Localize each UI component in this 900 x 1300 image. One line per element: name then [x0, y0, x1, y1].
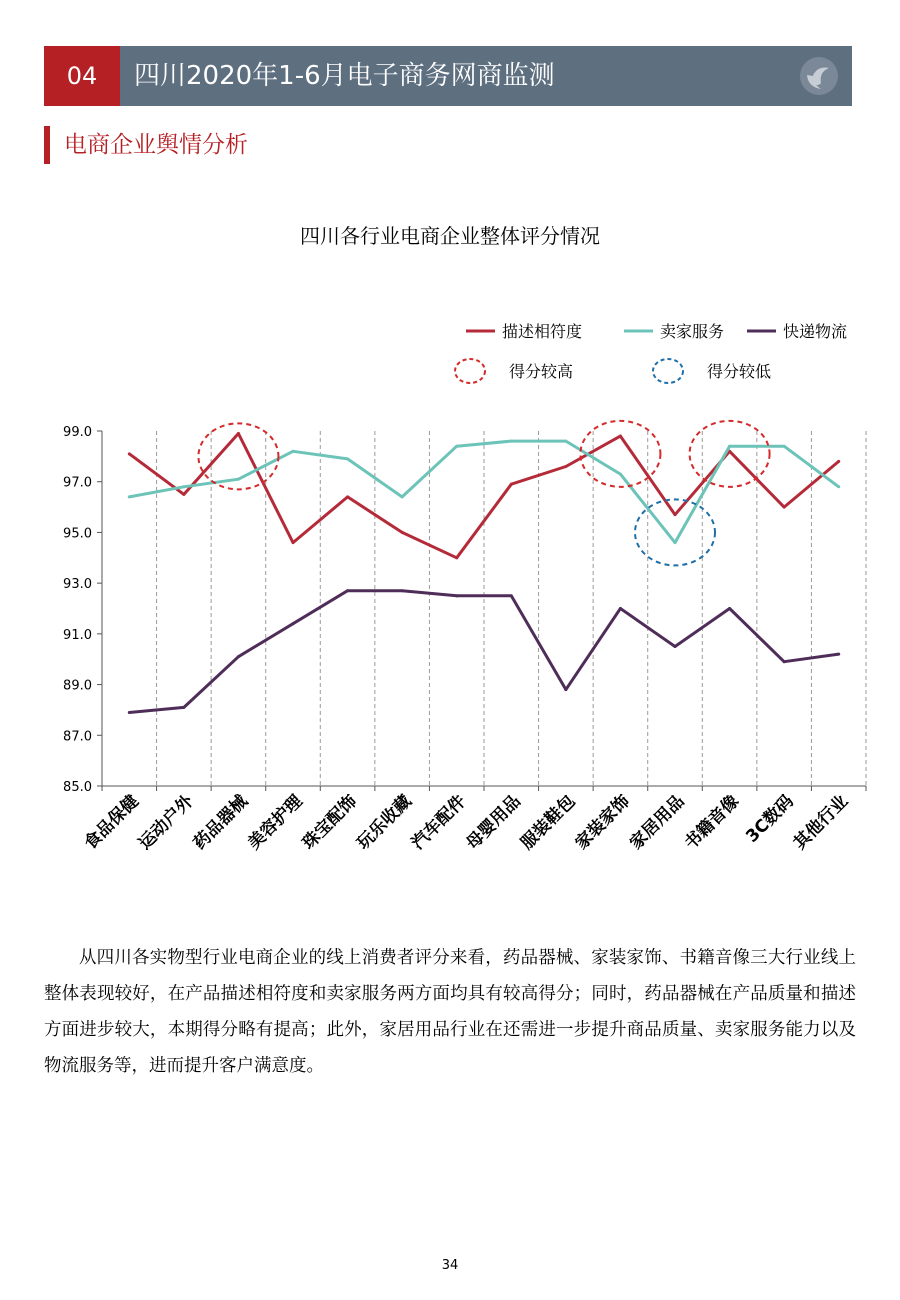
chart-title: 四川各行业电商企业整体评分情况	[300, 224, 600, 248]
data-point	[455, 556, 458, 559]
data-point	[619, 607, 622, 610]
x-tick-label: 其他行业	[790, 791, 853, 854]
data-point	[292, 541, 295, 544]
highlight-ellipse	[690, 421, 770, 487]
data-point	[182, 493, 185, 496]
x-tick-label: 服装鞋包	[517, 791, 580, 854]
data-point	[182, 485, 185, 488]
x-tick-label: 母婴用品	[462, 791, 525, 854]
data-point	[837, 653, 840, 656]
data-point	[728, 607, 731, 610]
data-point	[674, 541, 677, 544]
data-point	[128, 495, 131, 498]
header-title: 四川2020年1-6月电子商务网商监测	[134, 61, 555, 91]
data-point	[674, 513, 677, 516]
section-marker	[44, 126, 50, 164]
legend-label: 描述相符度	[502, 322, 583, 341]
legend-label: 快递物流	[783, 322, 848, 341]
data-point	[128, 452, 131, 455]
data-point	[401, 589, 404, 592]
data-point	[455, 594, 458, 597]
page-number: 34	[441, 1258, 459, 1273]
x-tick-label: 家居用品	[626, 791, 689, 854]
data-point	[182, 706, 185, 709]
legend-highlight-icon	[653, 359, 683, 383]
data-point	[237, 655, 240, 658]
x-tick-label: 书籍音像	[680, 791, 744, 854]
data-point	[510, 483, 513, 486]
x-tick-label: 3C数码	[742, 791, 798, 847]
x-tick-label: 家装家饰	[571, 791, 634, 854]
highlight-ellipse	[580, 421, 660, 487]
data-point	[346, 457, 349, 460]
y-tick-label: 97.0	[63, 475, 92, 491]
series-line	[129, 441, 838, 542]
data-point	[837, 460, 840, 463]
line-chart	[0, 300, 900, 900]
y-tick-label: 87.0	[63, 729, 92, 745]
data-point	[619, 435, 622, 438]
data-point	[237, 432, 240, 435]
legend-label: 得分较高	[509, 362, 574, 381]
x-tick-label: 珠宝配饰	[298, 791, 362, 854]
data-point	[619, 473, 622, 476]
y-tick-label: 91.0	[63, 627, 92, 643]
legend-label: 得分较低	[707, 362, 772, 381]
legend-label: 卖家服务	[660, 322, 725, 341]
data-point	[783, 506, 786, 509]
data-point	[292, 622, 295, 625]
x-tick-label: 药品器械	[189, 791, 252, 854]
chapter-number: 04	[44, 46, 120, 106]
data-point	[510, 440, 513, 443]
page-header	[44, 46, 852, 106]
body-paragraph: 从四川各实物型行业电商企业的线上消费者评分来看，药品器械、家装家饰、书籍音像三大行业线上整体表现较好，在产品描述相符度和卖家服务两方面均具有较高得分；同时，药品器械在产品质量和描述方面进步较大，本期得分略有提高；此外，家居用品行业在还需进一步提升商品质量、卖家服务能力以及物流服务等，进而提升客户满意度。	[44, 948, 856, 1076]
data-point	[292, 450, 295, 453]
data-point	[728, 445, 731, 448]
data-point	[564, 440, 567, 443]
data-point	[346, 495, 349, 498]
data-point	[237, 478, 240, 481]
data-point	[564, 465, 567, 468]
data-point	[564, 688, 567, 691]
x-tick-label: 食品保健	[80, 791, 143, 854]
data-point	[128, 711, 131, 714]
legend-highlight-icon	[455, 359, 485, 383]
data-point	[455, 445, 458, 448]
y-tick-label: 99.0	[63, 425, 92, 440]
y-tick-label: 85.0	[63, 780, 92, 795]
y-tick-label: 95.0	[63, 526, 92, 542]
data-point	[783, 445, 786, 448]
data-point	[401, 495, 404, 498]
x-tick-label: 美容护理	[244, 791, 307, 854]
data-point	[510, 594, 513, 597]
y-tick-label: 89.0	[63, 678, 92, 694]
x-tick-label: 运动户外	[135, 791, 198, 854]
x-tick-label: 汽车配件	[408, 791, 471, 854]
data-point	[837, 485, 840, 488]
y-tick-label: 93.0	[63, 577, 92, 593]
data-point	[674, 645, 677, 648]
data-point	[783, 660, 786, 663]
x-tick-label: 玩乐收藏	[353, 791, 416, 854]
data-point	[401, 531, 404, 534]
header-bar	[120, 46, 852, 106]
logo-icon	[798, 55, 840, 97]
data-point	[346, 589, 349, 592]
section-title: 电商企业舆情分析	[64, 132, 248, 158]
